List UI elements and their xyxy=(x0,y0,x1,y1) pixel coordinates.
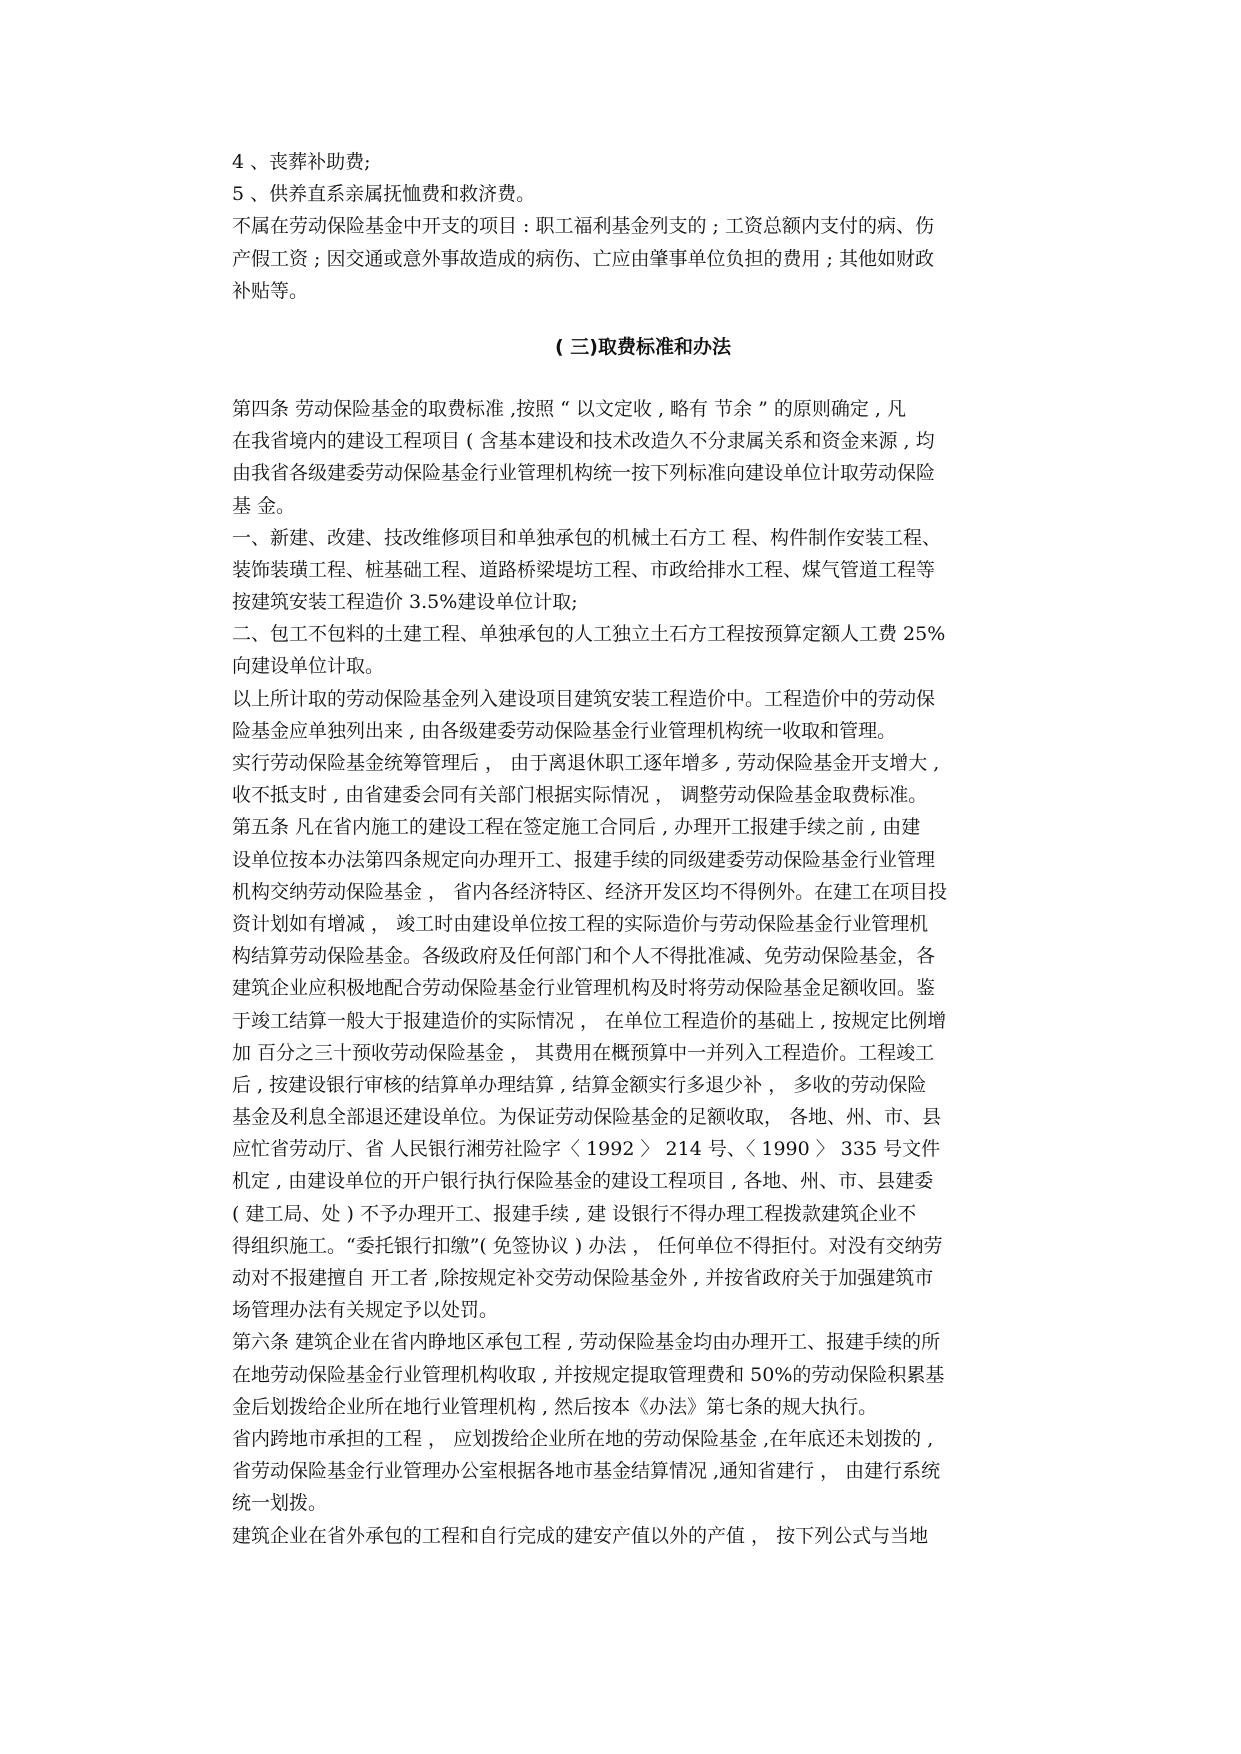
text-line: 建筑企业应积极地配合劳动保险基金行业管理机构及时将劳动保险基金足额收回。鉴 xyxy=(232,977,936,1000)
text-line: 动对不报建擅自 开工者 ,除按规定补交劳动保险基金外 , 并按省政府关于加强建筑市 xyxy=(232,1267,934,1289)
text-line: 基 金。 xyxy=(232,494,296,517)
document-page xyxy=(232,146,1010,1552)
text-line: 省劳动保险基金行业管理办公室根据各地市基金结算情况 ,通知省建行 ， 由建行系统 xyxy=(232,1460,941,1483)
text-line: 第六条 建筑企业在省内睁地区承包工程 , 劳动保险基金均由办理开工、报建手续的所 xyxy=(232,1331,941,1354)
text-line: 向建设单位计取。 xyxy=(232,655,385,678)
section-before-heading xyxy=(232,146,1010,307)
text-line: 资计划如有增减 ， 竣工时由建设单位按工程的实际造价与劳动保险基金行业管理机 xyxy=(232,912,929,935)
text-line: ( 建工局、处 ) 不予办理开工、报建手续 , 建 设银行不得办理工程拨款建筑企业不 xyxy=(232,1202,917,1225)
text-line: 5 、供养直系亲属抚恤费和救济费。 xyxy=(232,183,536,206)
text-line: 按建筑安装工程造价 3.5%建设单位计取; xyxy=(232,591,578,614)
text-line: 4 、丧葬补助费; xyxy=(232,151,371,173)
text-line: 险基金应单独列出来 , 由各级建委劳动保险基金行业管理机构统一收取和管理。 xyxy=(232,719,897,742)
text-line: 在地劳动保险基金行业管理机构收取 , 并按规定提取管理费和 50%的劳动保险积累基 xyxy=(232,1363,945,1386)
text-line: 不属在劳动保险基金中开支的项目 : 职工福利基金列支的 ; 工资总额内支付的病、伤 xyxy=(232,215,934,238)
section-heading: ( 三)取费标准和办法 xyxy=(555,335,731,358)
text-line: 加 百分之三十预收劳动保险基金 ， 其费用在概预算中一并列入工程造价。工程竣工 xyxy=(232,1041,935,1064)
section-after-heading xyxy=(232,393,1010,1552)
text-line: 装饰装璜工程、桩基础工程、道路桥梁堤坊工程、市政给排水工程、煤气管道工程等 xyxy=(232,558,936,581)
text-line: 统一划拨。 xyxy=(232,1492,328,1515)
text-line: 由我省各级建委劳动保险基金行业管理机构统一按下列标准向建设单位计取劳动保险 xyxy=(232,462,936,485)
text-line: 实行劳动保险基金统筹管理后 ， 由于离退休职工逐年增多 , 劳动保险基金开支增大 , xyxy=(232,752,940,774)
text-line: 构结算劳动保险基金。各级政府及任何部门和个人不得批准减、免劳动保险基金，各 xyxy=(232,945,936,968)
text-line: 二、包工不包料的土建工程、单独承包的人工独立土石方工程按预算定额人工费 25% xyxy=(232,623,946,646)
text-line: 省内跨地市承担的工程 ， 应划拨给企业所在地的劳动保险基金 ,在年底还未划拨的 , xyxy=(232,1427,934,1450)
text-line: 第五条 凡在省内施工的建设工程在签定施工合同后 , 办理开工报建手续之前 , 由建 xyxy=(232,816,921,839)
text-line: 建筑企业在省外承包的工程和自行完成的建安产值以外的产值 ， 按下列公式与当地 xyxy=(232,1524,929,1547)
text-line: 于竣工结算一般大于报建造价的实际情况 ， 在单位工程造价的基础上 , 按规定比例增 xyxy=(232,1009,947,1032)
text-line: 一、新建、改建、技改维修项目和单独承包的机械土石方工 程、构件制作安装工程、 xyxy=(232,526,942,549)
text-line: 以上所计取的劳动保险基金列入建设项目建筑安装工程造价中。工程造价中的劳动保 xyxy=(232,687,936,710)
text-line: 基金及利息全部退还建设单位。为保证劳动保险基金的足额收取， 各地、州、市、县 xyxy=(232,1106,942,1129)
text-line: 收不抵支时 , 由省建委会同有关部门根据实际情况 ， 调整劳动保险基金取费标准。 xyxy=(232,784,928,807)
text-line: 应忙省劳动厅、省 人民银行湘劳社险字〈 1992 〉 214 号、〈 1990 〉 335 号文件 xyxy=(232,1138,941,1161)
text-line: 产假工资 ; 因交通或意外事故造成的病伤、亡应由肇事单位负担的费用 ; 其他如财政 xyxy=(232,247,934,270)
text-line: 第四条 劳动保险基金的取费标准 ,按照 “ 以文定收 , 略有 节余 ” 的原则确定 , 凡 xyxy=(232,397,906,420)
text-line: 补贴等。 xyxy=(232,279,309,302)
text-line: 金后划拨给企业所在地行业管理机构 , 然后按本《办法》第七条的规大执行。 xyxy=(232,1395,878,1418)
text-line: 在我省境内的建设工程项目 ( 含基本建设和技术改造久不分隶属关系和资金来源 , 均 xyxy=(232,430,935,453)
text-line: 机构交纳劳动保险基金 ， 省内各经济特区、经济开发区均不得例外。在建工在项目投 xyxy=(232,880,948,903)
text-line: 场管理办法有关规定予以处罚。 xyxy=(232,1299,499,1322)
text-line: 后 , 按建设银行审核的结算单办理结算 , 结算金额实行多退少补 ， 多收的劳动保险 xyxy=(232,1073,927,1096)
text-line: 设单位按本办法第四条规定向办理开工、报建手续的同级建委劳动保险基金行业管理 xyxy=(232,848,936,871)
text-line: 机定 , 由建设单位的开户银行执行保险基金的建设工程项目 , 各地、州、市、县建委 xyxy=(232,1170,934,1193)
text-line: 得组织施工。“委托银行扣缴”( 免签协议 ) 办法 ， 任何单位不得拒付。对没有交纳劳 xyxy=(232,1234,943,1257)
